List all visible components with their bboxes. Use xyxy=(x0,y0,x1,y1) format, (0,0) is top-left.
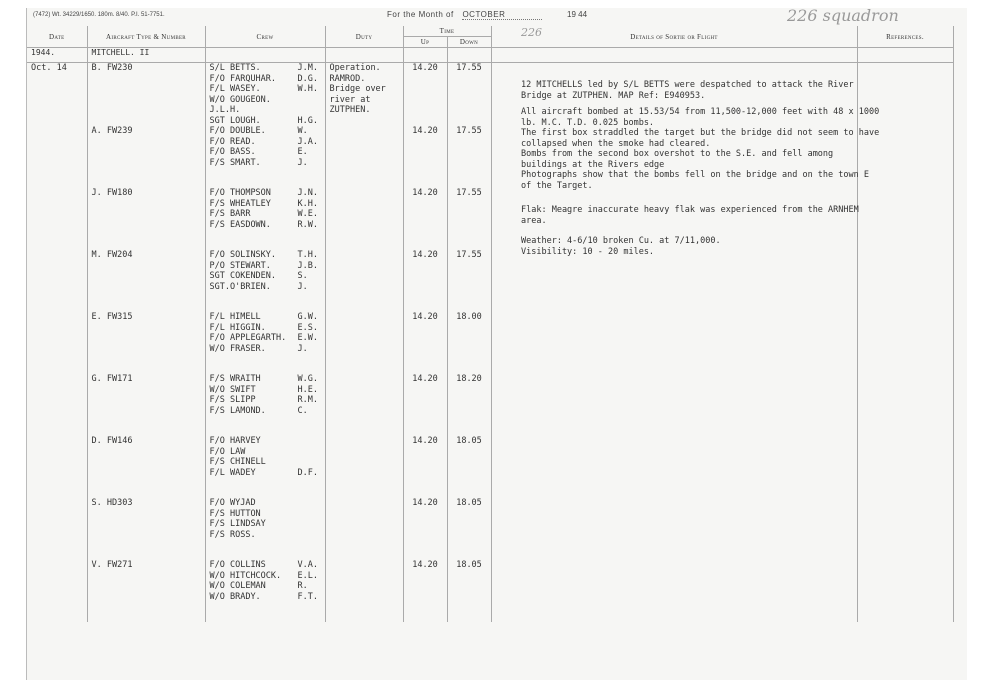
details-paragraph: Weather: 4-6/10 broken Cu. at 7/11,000. xyxy=(521,236,721,246)
crew-member xyxy=(210,509,321,520)
crew-member xyxy=(210,560,321,571)
crew-initials: V.A. xyxy=(297,560,318,570)
crew-member xyxy=(210,333,321,344)
crew-name: F/L WADEY xyxy=(209,467,256,478)
crew-initials: G.W. xyxy=(297,312,318,322)
crew-initials: D.G. xyxy=(297,73,318,84)
crew-name: F/S SLIPP xyxy=(209,395,256,405)
sortie-date xyxy=(27,498,87,560)
table-row xyxy=(27,498,953,560)
sortie-duty xyxy=(325,188,403,250)
time-up: 14.20 xyxy=(403,250,447,312)
header-up: Up xyxy=(403,37,447,48)
crew-member xyxy=(210,63,321,74)
crew-initials: J. xyxy=(297,157,308,168)
crew-name: F/S ROSS. xyxy=(209,529,256,540)
time-down: 18.00 xyxy=(447,312,491,374)
crew-name: SGT COKENDEN. xyxy=(209,271,277,281)
crew-member xyxy=(210,137,321,148)
crew-name: F/L WASEY. xyxy=(209,84,261,94)
crew-member xyxy=(210,95,321,116)
sortie-crew xyxy=(205,312,325,374)
crew-name: F/S HUTTON xyxy=(209,508,261,519)
time-down: 17.55 xyxy=(447,188,491,250)
crew-name: F/S CHINELL xyxy=(209,457,266,467)
crew-name: F/O FARQUHAR. xyxy=(209,73,277,84)
subheader-type: MITCHELL. II xyxy=(87,48,205,63)
crew-initials: J.B. xyxy=(297,260,318,271)
crew-member xyxy=(210,271,321,282)
header-down: Down xyxy=(447,37,491,48)
crew-initials: S. xyxy=(297,271,308,281)
crew-initials: J.L.H. xyxy=(209,105,241,115)
crew-member xyxy=(210,406,321,417)
details-paragraph: Bombs from the second box overshot to the S.E. and fell among buildings at the Rivers edge xyxy=(521,149,834,170)
details-paragraph: Visibility: 10 - 20 miles. xyxy=(521,246,655,257)
crew-member xyxy=(210,395,321,406)
crew-member xyxy=(210,312,321,323)
sortie-crew xyxy=(205,188,325,250)
year-value: 19 44 xyxy=(567,10,588,19)
references-cell xyxy=(857,312,953,374)
crew-member xyxy=(210,220,321,231)
crew-name: F/S SMART. xyxy=(209,157,261,168)
details-cell xyxy=(491,374,857,436)
crew-name: P/O STEWART. xyxy=(209,260,271,271)
sortie-date xyxy=(27,126,87,188)
sortie-duty xyxy=(325,126,403,188)
sortie-duty xyxy=(325,560,403,622)
sortie-crew xyxy=(205,436,325,498)
crew-initials: J. xyxy=(297,281,308,292)
crew-name: F/O LAW xyxy=(209,446,246,457)
crew-name: F/O THOMPSON xyxy=(209,188,271,198)
crew-initials: J.N. xyxy=(297,188,318,198)
crew-name: W/O BRADY. xyxy=(209,591,261,602)
duty-line: Operation. xyxy=(329,63,381,73)
handwritten-squadron: 226 squadron xyxy=(787,6,899,25)
references-cell xyxy=(857,436,953,498)
sortie-duty xyxy=(325,63,403,127)
crew-member xyxy=(210,261,321,272)
crew-member xyxy=(210,530,321,541)
crew-member xyxy=(210,498,321,509)
time-up: 14.20 xyxy=(403,312,447,374)
sortie-crew xyxy=(205,250,325,312)
sortie-aircraft: M. FW204 xyxy=(87,250,205,312)
time-up: 14.20 xyxy=(403,374,447,436)
sortie-duty xyxy=(325,374,403,436)
references-cell xyxy=(857,498,953,560)
sortie-aircraft: E. FW315 xyxy=(87,312,205,374)
duty-line: river at xyxy=(329,94,371,105)
crew-initials: H.E. xyxy=(297,384,318,395)
table-row xyxy=(27,436,953,498)
details-cell xyxy=(491,436,857,498)
crew-member xyxy=(210,116,321,127)
time-up: 14.20 xyxy=(403,498,447,560)
crew-member xyxy=(210,592,321,603)
crew-member xyxy=(210,468,321,479)
crew-name: F/O WYJAD xyxy=(209,498,256,508)
crew-name: F/S WHEATLEY xyxy=(209,198,271,209)
sortie-crew xyxy=(205,126,325,188)
crew-name: W/O HITCHCOCK. xyxy=(209,570,282,581)
crew-name: S/L BETTS. xyxy=(209,63,261,73)
crew-initials: E.S. xyxy=(297,322,318,333)
crew-name: F/S LINDSAY xyxy=(209,519,266,529)
crew-name: F/S BARR xyxy=(209,209,251,219)
time-up: 14.20 xyxy=(403,63,447,127)
operations-record-sheet xyxy=(26,8,967,680)
crew-name: F/O COLLINS xyxy=(209,560,266,570)
header-duty: Duty xyxy=(325,26,403,48)
table-row xyxy=(27,312,953,374)
crew-name: SGT.O'BRIEN. xyxy=(209,281,271,292)
time-up: 14.20 xyxy=(403,560,447,622)
month-line xyxy=(387,10,548,20)
crew-member xyxy=(210,344,321,355)
time-down: 18.05 xyxy=(447,498,491,560)
crew-name: SGT LOUGH. xyxy=(209,115,261,126)
crew-name: F/L HIGGIN. xyxy=(209,322,266,333)
crew-member xyxy=(210,374,321,385)
sortie-date xyxy=(27,436,87,498)
crew-member xyxy=(210,147,321,158)
crew-member xyxy=(210,571,321,582)
time-down: 18.05 xyxy=(447,560,491,622)
crew-name: F/O APPLEGARTH. xyxy=(209,333,287,343)
header-aircraft: Aircraft Type & Number xyxy=(87,26,205,48)
header-time: Time xyxy=(403,26,491,37)
crew-initials: E.L. xyxy=(297,570,318,581)
sortie-crew xyxy=(205,498,325,560)
crew-name: F/S LAMOND. xyxy=(209,405,266,416)
month-value: OCTOBER xyxy=(462,10,542,20)
crew-initials: R.M. xyxy=(297,395,318,405)
crew-initials: R.W. xyxy=(297,219,318,230)
details-paragraph: Photographs show that the bombs fell on the bridge and on the town E of the Target. xyxy=(521,170,869,191)
table-row xyxy=(27,374,953,436)
header-date: Date xyxy=(27,26,87,48)
crew-member xyxy=(210,188,321,199)
sortie-details xyxy=(521,80,881,263)
crew-initials: F.T. xyxy=(297,591,318,602)
sortie-crew xyxy=(205,63,325,127)
sortie-aircraft: B. FW230 xyxy=(87,63,205,127)
crew-member xyxy=(210,436,321,447)
crew-initials: E.W. xyxy=(297,333,318,343)
crew-initials: R. xyxy=(297,581,308,591)
sortie-date xyxy=(27,560,87,622)
crew-member xyxy=(210,84,321,95)
crew-member xyxy=(210,323,321,334)
crew-name: F/S WRAITH xyxy=(209,374,261,384)
crew-member xyxy=(210,385,321,396)
time-up: 14.20 xyxy=(403,126,447,188)
crew-name: W/O SWIFT xyxy=(209,384,256,395)
table-row xyxy=(27,560,953,622)
crew-name: F/O SOLINSKY. xyxy=(209,250,277,260)
sortie-aircraft: S. HD303 xyxy=(87,498,205,560)
time-down: 18.20 xyxy=(447,374,491,436)
crew-name: W/O GOUGEON. xyxy=(209,94,271,105)
crew-initials: W.H. xyxy=(297,84,318,94)
crew-member xyxy=(210,282,321,293)
details-paragraph: All aircraft bombed at 15.53/54 from 11,500-12,000 feet with 48 x 1000 lb. M.C. T.D. 0.025 bombs. xyxy=(521,107,880,128)
sortie-date xyxy=(27,250,87,312)
subheader-year: 1944. xyxy=(27,48,87,63)
sortie-crew xyxy=(205,374,325,436)
crew-initials: W. xyxy=(297,126,308,136)
month-label: For the Month of xyxy=(387,10,454,19)
sortie-aircraft: G. FW171 xyxy=(87,374,205,436)
details-paragraph: The first box straddled the target but the bridge did not seem to have collapsed when the smoke had cleared. xyxy=(521,128,880,149)
sortie-aircraft: D. FW146 xyxy=(87,436,205,498)
handwritten-number: 226 xyxy=(521,26,542,39)
duty-line: ZUTPHEN. xyxy=(329,105,371,115)
crew-member xyxy=(210,457,321,468)
crew-member xyxy=(210,74,321,85)
crew-name: F/L HIMELL xyxy=(209,312,261,322)
crew-member xyxy=(210,199,321,210)
references-cell xyxy=(857,560,953,622)
details-cell xyxy=(491,498,857,560)
sortie-date: Oct. 14 xyxy=(27,63,87,127)
sortie-date xyxy=(27,374,87,436)
crew-initials: C. xyxy=(297,405,308,416)
time-up: 14.20 xyxy=(403,188,447,250)
sortie-duty xyxy=(325,312,403,374)
sortie-aircraft: A. FW239 xyxy=(87,126,205,188)
crew-name: W/O COLEMAN xyxy=(209,581,266,591)
sortie-date xyxy=(27,312,87,374)
crew-member xyxy=(210,250,321,261)
crew-initials: D.F. xyxy=(297,467,318,478)
crew-name: F/S EASDOWN. xyxy=(209,219,271,230)
header-references: References. xyxy=(857,26,953,48)
details-cell xyxy=(491,560,857,622)
crew-initials: J. xyxy=(297,343,308,354)
details-paragraph: Flak: Meagre inaccurate heavy flak was experienced from the ARNHEM area. xyxy=(521,205,859,226)
crew-initials: J.M. xyxy=(297,63,318,73)
time-down: 17.55 xyxy=(447,250,491,312)
sortie-duty xyxy=(325,436,403,498)
crew-member xyxy=(210,158,321,169)
crew-member xyxy=(210,581,321,592)
crew-name: F/O READ. xyxy=(209,136,256,147)
crew-initials: K.H. xyxy=(297,198,318,209)
duty-line: RAMROD. xyxy=(329,73,366,84)
header-details: Details of Sortie or Flight xyxy=(491,26,857,48)
time-up: 14.20 xyxy=(403,436,447,498)
crew-member xyxy=(210,126,321,137)
details-cell xyxy=(491,312,857,374)
references-cell xyxy=(857,374,953,436)
time-down: 17.55 xyxy=(447,126,491,188)
time-down: 18.05 xyxy=(447,436,491,498)
crew-initials: J.A. xyxy=(297,136,318,147)
crew-member xyxy=(210,209,321,220)
time-down: 17.55 xyxy=(447,63,491,127)
crew-name: F/O DOUBLE. xyxy=(209,126,266,136)
crew-member xyxy=(210,519,321,530)
crew-name: F/O HARVEY xyxy=(209,436,261,446)
sortie-date xyxy=(27,188,87,250)
sortie-duty xyxy=(325,250,403,312)
crew-initials: W.E. xyxy=(297,209,318,219)
crew-initials: W.G. xyxy=(297,374,318,384)
details-paragraph: 12 MITCHELLS led by S/L BETTS were despatched to attack the River Bridge at ZUTPHEN. MAP Ref: E940953. xyxy=(521,80,854,101)
sortie-crew xyxy=(205,560,325,622)
duty-line: Bridge over xyxy=(329,84,386,94)
crew-name: F/O BASS. xyxy=(209,147,256,157)
sortie-duty xyxy=(325,498,403,560)
crew-initials: T.H. xyxy=(297,250,318,260)
crew-initials: H.G. xyxy=(297,115,318,126)
sortie-aircraft: J. FW180 xyxy=(87,188,205,250)
crew-initials: E. xyxy=(297,147,308,157)
header-crew: Crew xyxy=(205,26,325,48)
crew-name: W/O FRASER. xyxy=(209,343,266,354)
crew-member xyxy=(210,447,321,458)
sortie-aircraft: V. FW271 xyxy=(87,560,205,622)
form-number: (7472) Wt. 34229/1650. 180m. 8/40. P.I. 51-7751. xyxy=(33,12,165,18)
